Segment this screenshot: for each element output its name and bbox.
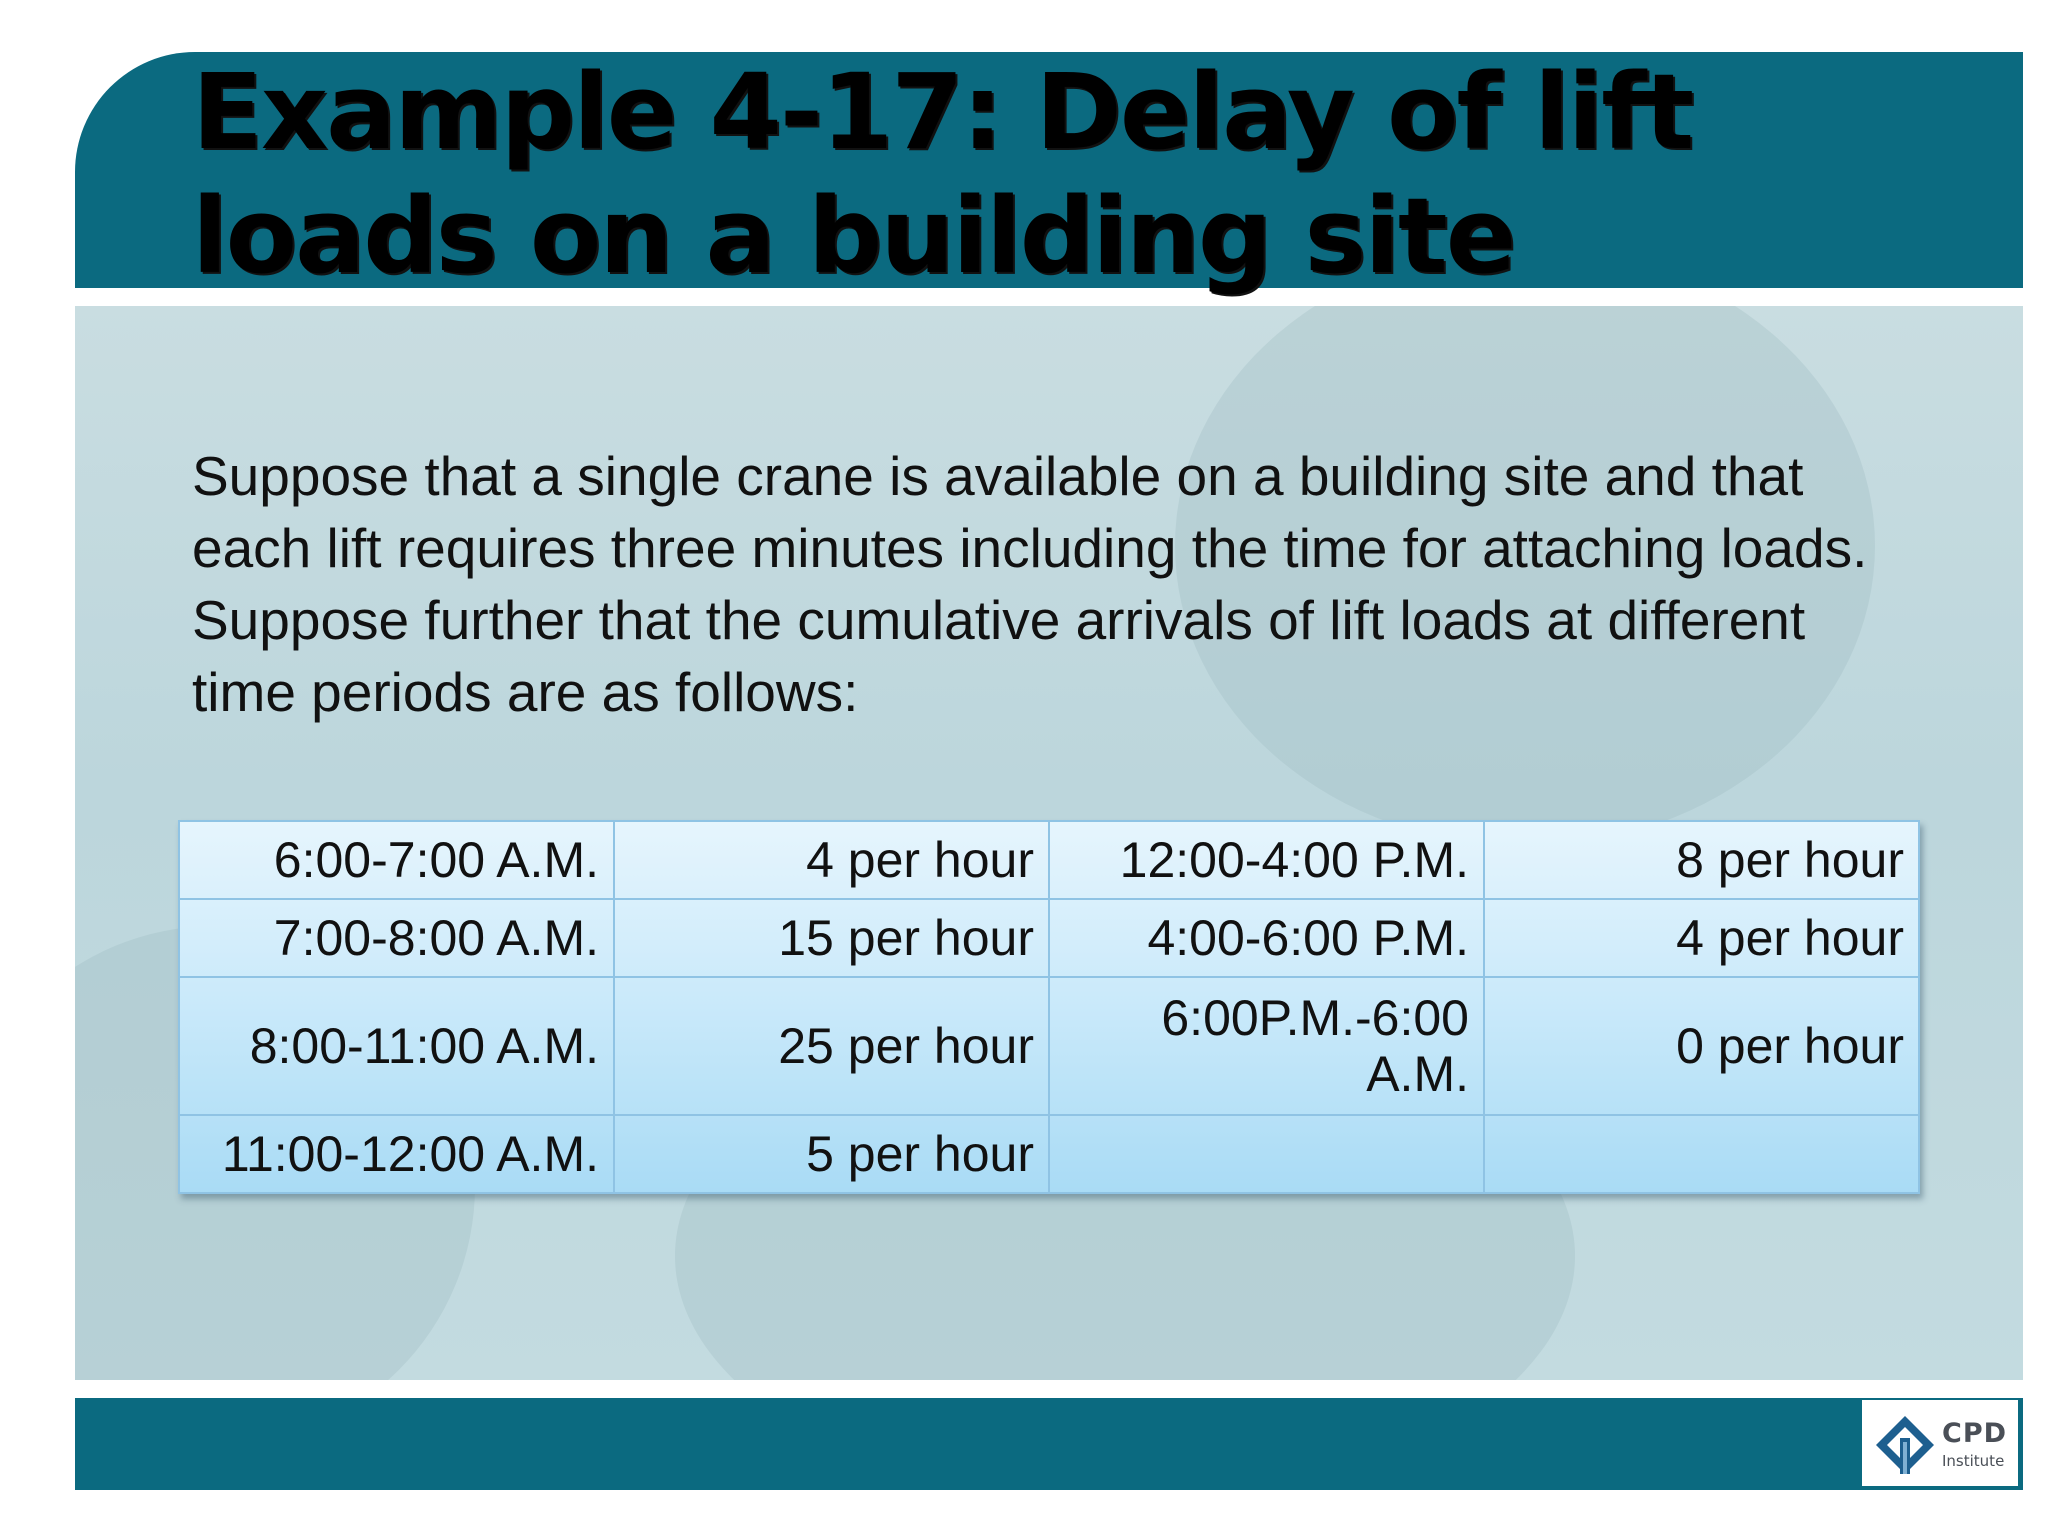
table-row bbox=[179, 977, 1919, 1115]
table-cell: 5 per hour bbox=[614, 1115, 1049, 1193]
cpd-diamond-icon bbox=[1874, 1414, 1936, 1476]
slide-title: Example 4-17: Delay of lift loads on a building site bbox=[192, 51, 1693, 297]
table-cell: 11:00-12:00 A.M. bbox=[179, 1115, 614, 1193]
logo-name: CPD bbox=[1942, 1418, 2008, 1449]
table-row bbox=[179, 821, 1919, 899]
table-cell: 4 per hour bbox=[614, 821, 1049, 899]
table-cell: 6:00P.M.-6:00 A.M. bbox=[1049, 977, 1484, 1115]
table-cell: 8 per hour bbox=[1484, 821, 1919, 899]
logo-subtitle: Institute bbox=[1942, 1452, 2005, 1470]
footer-band bbox=[75, 1398, 2023, 1490]
lift-arrivals-table bbox=[178, 820, 1920, 1194]
slide-paragraph: Suppose that a single crane is available on a building site and that each lift requires three minutes including the time for attaching loads. Suppose further that the cumulative arrivals of lift loads at different time periods are as follows: bbox=[192, 445, 1868, 723]
table-cell: 6:00-7:00 A.M. bbox=[179, 821, 614, 899]
table-cell: 7:00-8:00 A.M. bbox=[179, 899, 614, 977]
cpd-logo bbox=[1862, 1400, 2018, 1486]
table-cell: 4:00-6:00 P.M. bbox=[1049, 899, 1484, 977]
table-cell: 4 per hour bbox=[1484, 899, 1919, 977]
table-cell: 12:00-4:00 P.M. bbox=[1049, 821, 1484, 899]
table-cell bbox=[1049, 1115, 1484, 1193]
table-cell: 25 per hour bbox=[614, 977, 1049, 1115]
table-cell: 8:00-11:00 A.M. bbox=[179, 977, 614, 1115]
table-row bbox=[179, 899, 1919, 977]
table-cell: 15 per hour bbox=[614, 899, 1049, 977]
table-cell bbox=[1484, 1115, 1919, 1193]
table-row bbox=[179, 1115, 1919, 1193]
table-cell: 0 per hour bbox=[1484, 977, 1919, 1115]
